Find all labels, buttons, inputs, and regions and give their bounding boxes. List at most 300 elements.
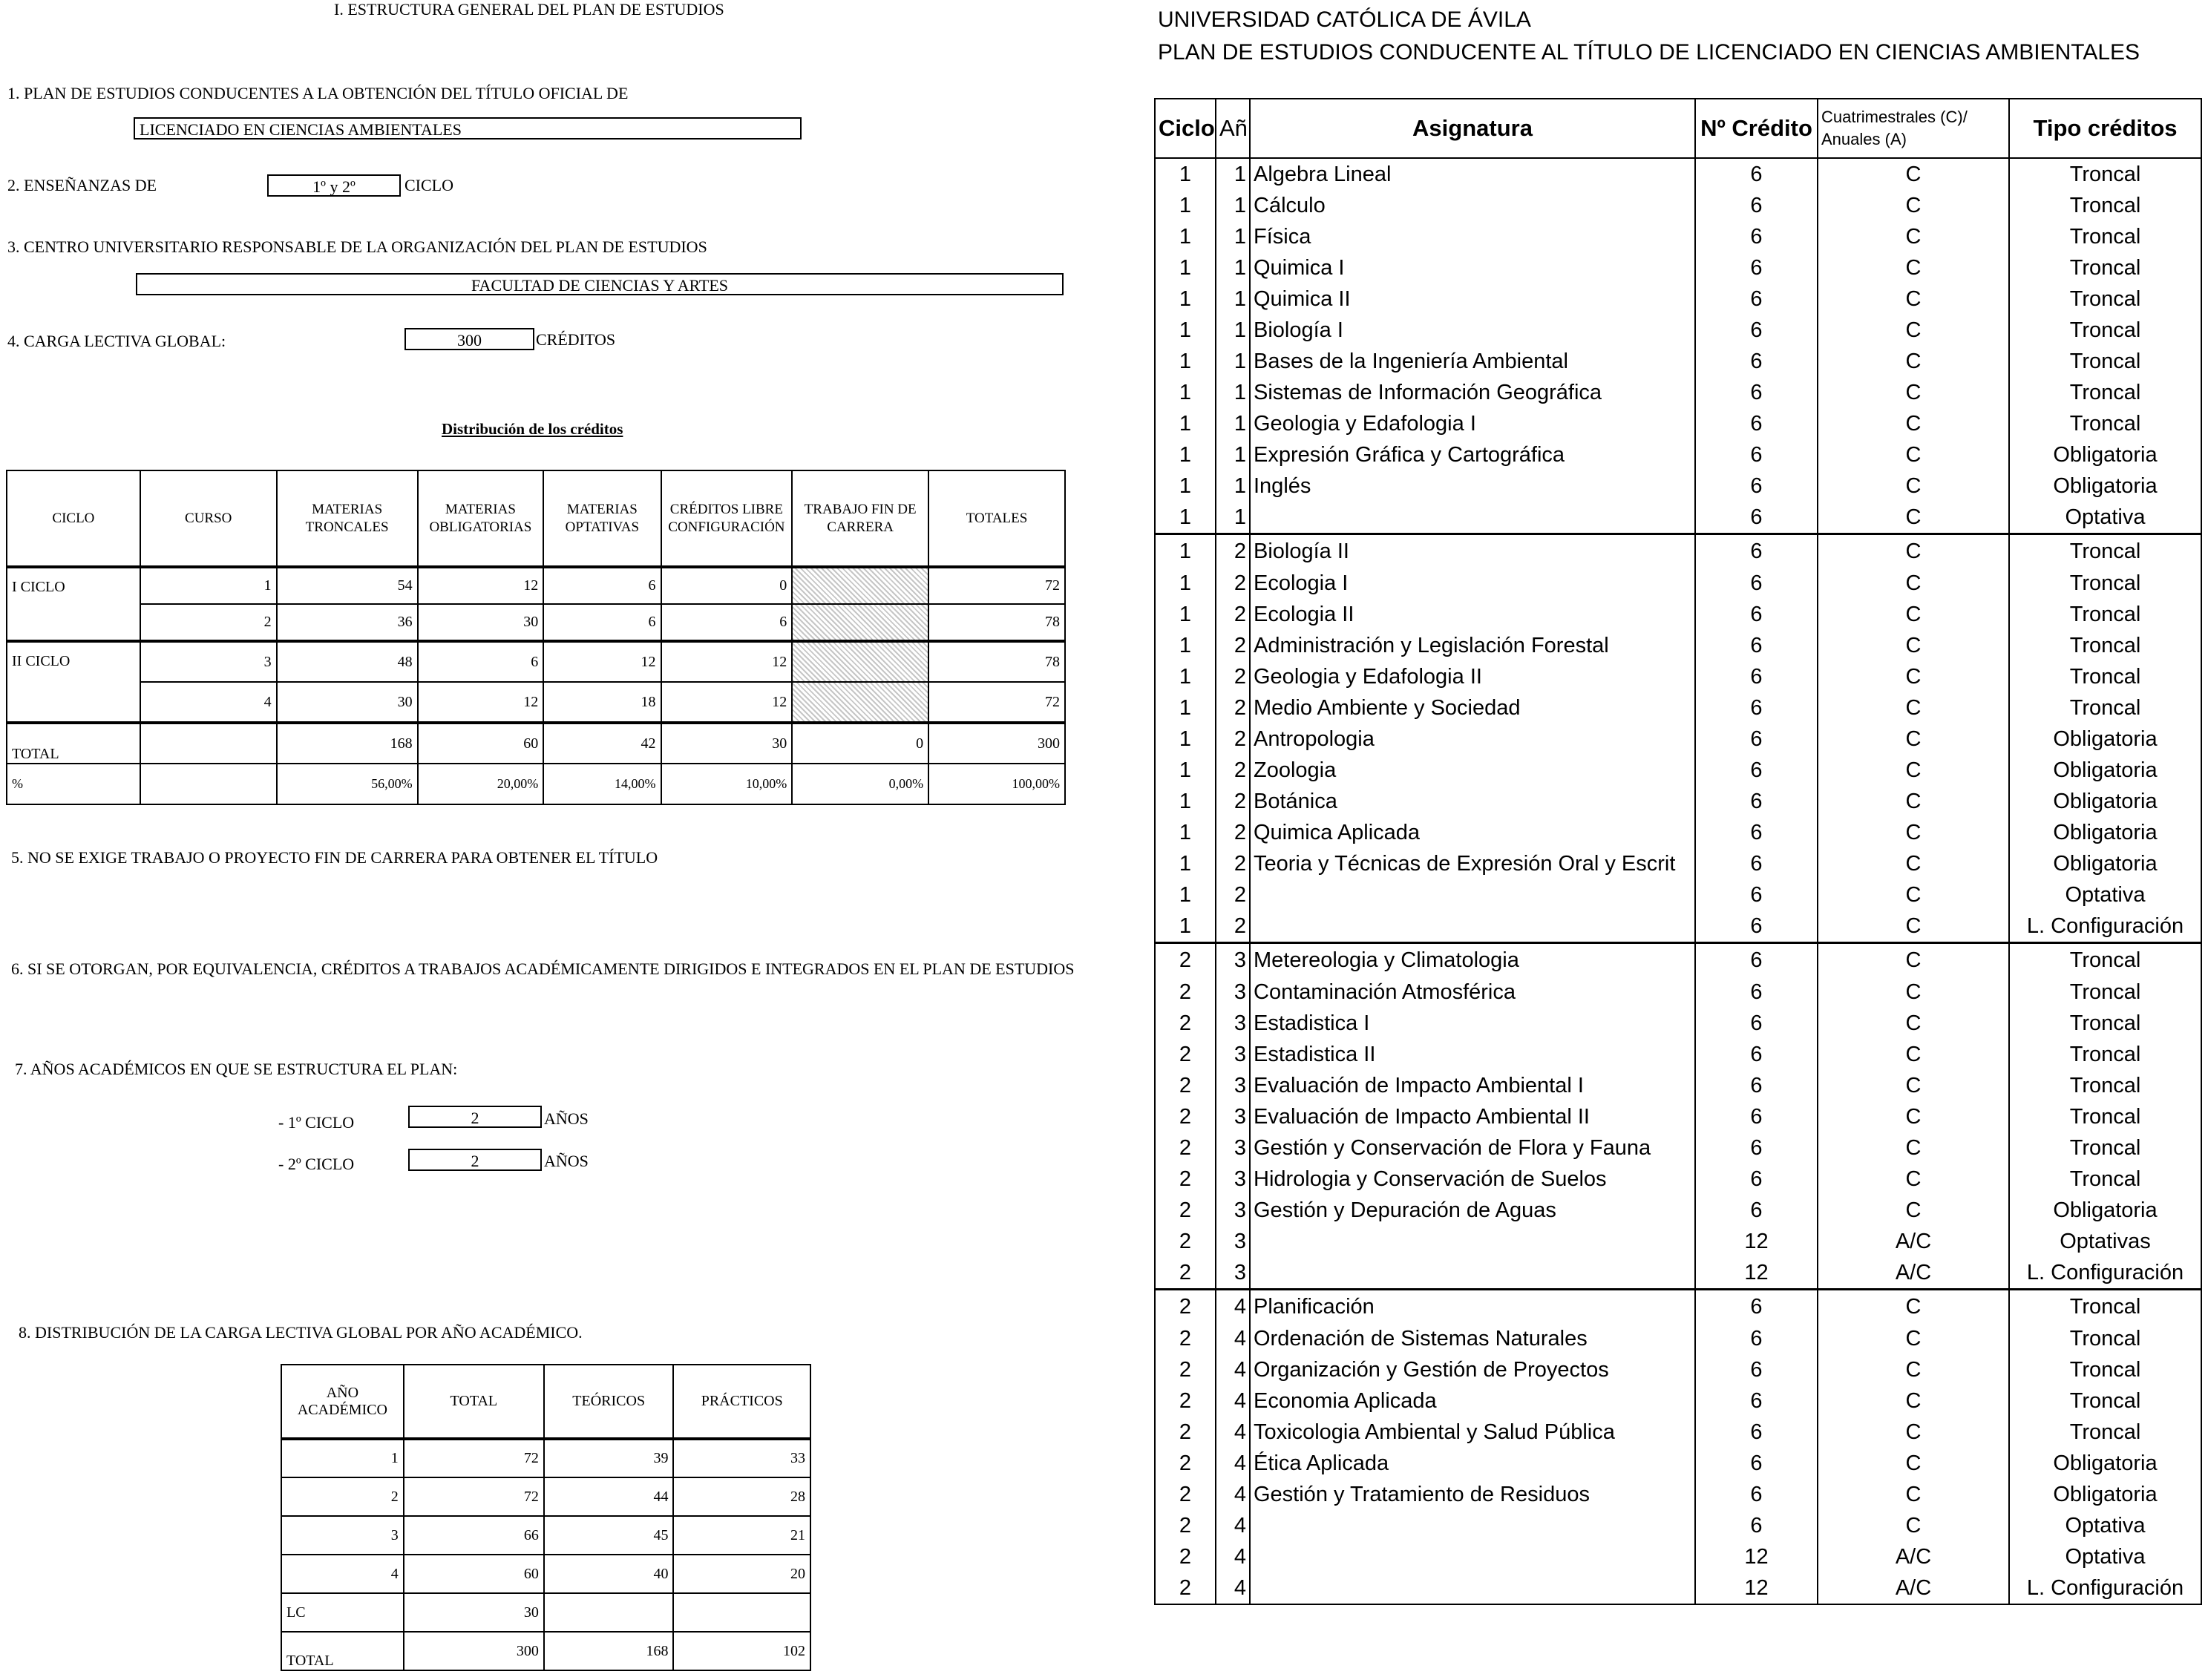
subject-type: Troncal bbox=[2009, 1070, 2201, 1101]
header-libre-configuracion: CRÉDITOS LIBRE CONFIGURACIÓN bbox=[661, 470, 793, 567]
section-4-label: 4. CARGA LECTIVA GLOBAL: bbox=[7, 332, 226, 350]
subject-type: Troncal bbox=[2009, 158, 2201, 190]
subject-name: Biología II bbox=[1250, 534, 1695, 568]
subject-type: Troncal bbox=[2009, 630, 2201, 661]
subject-term: C bbox=[1818, 879, 2009, 910]
subject-row bbox=[1155, 1417, 2201, 1448]
subject-ano: 4 bbox=[1216, 1385, 1250, 1417]
subject-row bbox=[1155, 661, 2201, 692]
subject-term: A/C bbox=[1818, 1541, 2009, 1572]
subject-credits: 6 bbox=[1695, 158, 1818, 190]
subject-name bbox=[1250, 1226, 1695, 1257]
subject-ciclo: 2 bbox=[1155, 1195, 1216, 1226]
subject-type: Troncal bbox=[2009, 283, 2201, 315]
subject-row bbox=[1155, 1479, 2201, 1510]
subject-type: Troncal bbox=[2009, 1008, 2201, 1039]
load-row: LC 30 bbox=[281, 1593, 810, 1632]
credit-distribution-title: Distribución de los créditos bbox=[442, 420, 623, 438]
subject-credits: 6 bbox=[1695, 568, 1818, 599]
subject-term: C bbox=[1818, 1479, 2009, 1510]
subject-ano: 3 bbox=[1216, 1195, 1250, 1226]
subject-ciclo: 1 bbox=[1155, 346, 1216, 377]
subject-row bbox=[1155, 1132, 2201, 1164]
subject-name: Evaluación de Impacto Ambiental I bbox=[1250, 1070, 1695, 1101]
subject-name bbox=[1250, 910, 1695, 943]
subject-term: A/C bbox=[1818, 1226, 2009, 1257]
subject-row bbox=[1155, 943, 2201, 977]
subject-name: Toxicologia Ambiental y Salud Pública bbox=[1250, 1417, 1695, 1448]
subject-row bbox=[1155, 470, 2201, 502]
subject-ano: 2 bbox=[1216, 848, 1250, 879]
subject-term: C bbox=[1818, 1039, 2009, 1070]
subject-term: C bbox=[1818, 221, 2009, 252]
section-8-label: 8. DISTRIBUCIÓN DE LA CARGA LECTIVA GLOBAL POR AÑO ACADÉMICO. bbox=[19, 1323, 583, 1342]
subject-type: Troncal bbox=[2009, 221, 2201, 252]
subject-term: C bbox=[1818, 723, 2009, 755]
subject-ano: 4 bbox=[1216, 1541, 1250, 1572]
header-curso: CURSO bbox=[140, 470, 277, 567]
header-ciclo: Ciclo bbox=[1155, 99, 1216, 158]
subject-name: Quimica I bbox=[1250, 252, 1695, 283]
second-cycle-unit: AÑOS bbox=[544, 1152, 589, 1170]
subject-term: C bbox=[1818, 283, 2009, 315]
subject-row bbox=[1155, 1572, 2201, 1604]
subject-name: Sistemas de Información Geográfica bbox=[1250, 377, 1695, 408]
subject-ciclo: 2 bbox=[1155, 1290, 1216, 1324]
subject-credits: 6 bbox=[1695, 1479, 1818, 1510]
subject-type: Optativas bbox=[2009, 1226, 2201, 1257]
subject-credits: 6 bbox=[1695, 252, 1818, 283]
subject-credits: 12 bbox=[1695, 1572, 1818, 1604]
subject-type: L. Configuración bbox=[2009, 1572, 2201, 1604]
subject-ciclo: 1 bbox=[1155, 848, 1216, 879]
header-cuatrimestrales-anuales: Cuatrimestrales (C)/ Anuales (A) bbox=[1818, 99, 2009, 158]
distribution-total-row: TOTAL 168 60 42 30 0 300 bbox=[7, 723, 1065, 764]
subject-type: Optativa bbox=[2009, 502, 2201, 534]
subject-type: Troncal bbox=[2009, 1164, 2201, 1195]
subject-term: C bbox=[1818, 630, 2009, 661]
subject-ciclo: 1 bbox=[1155, 910, 1216, 943]
redacted-cell bbox=[792, 641, 928, 682]
subject-name: Gestión y Conservación de Flora y Fauna bbox=[1250, 1132, 1695, 1164]
subject-credits: 6 bbox=[1695, 346, 1818, 377]
subject-ano: 1 bbox=[1216, 315, 1250, 346]
subject-ciclo: 1 bbox=[1155, 599, 1216, 630]
load-row: 1 72 39 33 bbox=[281, 1439, 810, 1477]
header-ano-academico: AÑO ACADÉMICO bbox=[281, 1365, 404, 1439]
study-plan-body bbox=[1155, 158, 2201, 1604]
subject-name: Ecologia I bbox=[1250, 568, 1695, 599]
subject-name bbox=[1250, 1510, 1695, 1541]
subject-credits: 12 bbox=[1695, 1226, 1818, 1257]
header-practicos: PRÁCTICOS bbox=[673, 1365, 810, 1439]
subject-term: C bbox=[1818, 1354, 2009, 1385]
subject-ano: 2 bbox=[1216, 879, 1250, 910]
subject-type: Troncal bbox=[2009, 315, 2201, 346]
subject-term: C bbox=[1818, 1101, 2009, 1132]
subject-term: C bbox=[1818, 502, 2009, 534]
subject-ano: 3 bbox=[1216, 1070, 1250, 1101]
subject-row bbox=[1155, 158, 2201, 190]
subject-row bbox=[1155, 252, 2201, 283]
subject-row bbox=[1155, 1290, 2201, 1324]
subject-name: Metereologia y Climatologia bbox=[1250, 943, 1695, 977]
subject-ano: 3 bbox=[1216, 1101, 1250, 1132]
cycle-field: 1º y 2º bbox=[267, 174, 401, 197]
subject-term: C bbox=[1818, 1195, 2009, 1226]
subject-type: Obligatoria bbox=[2009, 755, 2201, 786]
subject-credits: 6 bbox=[1695, 408, 1818, 439]
section-2-label: 2. ENSEÑANZAS DE bbox=[7, 176, 157, 194]
subject-row bbox=[1155, 221, 2201, 252]
section-5-label: 5. NO SE EXIGE TRABAJO O PROYECTO FIN DE CARRERA PARA OBTENER EL TÍTULO bbox=[11, 848, 658, 867]
subject-term: C bbox=[1818, 1132, 2009, 1164]
subject-row bbox=[1155, 755, 2201, 786]
subject-ano: 2 bbox=[1216, 786, 1250, 817]
subject-ciclo: 1 bbox=[1155, 534, 1216, 568]
subject-name: Evaluación de Impacto Ambiental II bbox=[1250, 1101, 1695, 1132]
subject-row bbox=[1155, 1385, 2201, 1417]
subject-term: C bbox=[1818, 1164, 2009, 1195]
subject-ciclo: 2 bbox=[1155, 943, 1216, 977]
subject-name bbox=[1250, 1541, 1695, 1572]
subject-name: Bases de la Ingeniería Ambiental bbox=[1250, 346, 1695, 377]
subject-type: Troncal bbox=[2009, 1132, 2201, 1164]
subject-type: Obligatoria bbox=[2009, 470, 2201, 502]
subject-credits: 6 bbox=[1695, 848, 1818, 879]
subject-ano: 4 bbox=[1216, 1448, 1250, 1479]
subject-credits: 6 bbox=[1695, 630, 1818, 661]
header-totales: TOTALES bbox=[928, 470, 1065, 567]
subject-row bbox=[1155, 848, 2201, 879]
subject-ano: 3 bbox=[1216, 977, 1250, 1008]
subject-ano: 3 bbox=[1216, 1257, 1250, 1290]
subject-credits: 6 bbox=[1695, 755, 1818, 786]
subject-name: Biología I bbox=[1250, 315, 1695, 346]
first-cycle-years-field: 2 bbox=[408, 1106, 542, 1128]
subject-type: Troncal bbox=[2009, 408, 2201, 439]
credit-distribution-table bbox=[6, 470, 1066, 805]
subject-ano: 3 bbox=[1216, 1226, 1250, 1257]
subject-ano: 4 bbox=[1216, 1572, 1250, 1604]
subject-credits: 6 bbox=[1695, 1164, 1818, 1195]
subject-row bbox=[1155, 502, 2201, 534]
subject-credits: 6 bbox=[1695, 1195, 1818, 1226]
subject-name: Geologia y Edafologia I bbox=[1250, 408, 1695, 439]
subject-term: C bbox=[1818, 1510, 2009, 1541]
subject-ciclo: 1 bbox=[1155, 190, 1216, 221]
subject-type: Obligatoria bbox=[2009, 1479, 2201, 1510]
subject-type: Troncal bbox=[2009, 1417, 2201, 1448]
subject-credits: 6 bbox=[1695, 943, 1818, 977]
subject-ciclo: 2 bbox=[1155, 1572, 1216, 1604]
subject-credits: 6 bbox=[1695, 190, 1818, 221]
subject-credits: 6 bbox=[1695, 1448, 1818, 1479]
subject-type: Obligatoria bbox=[2009, 723, 2201, 755]
subject-type: Troncal bbox=[2009, 599, 2201, 630]
subject-ciclo: 2 bbox=[1155, 1510, 1216, 1541]
subject-type: Obligatoria bbox=[2009, 439, 2201, 470]
subject-type: Obligatoria bbox=[2009, 1195, 2201, 1226]
subject-ano: 4 bbox=[1216, 1510, 1250, 1541]
cycle-suffix: CICLO bbox=[404, 176, 453, 194]
subject-ano: 2 bbox=[1216, 817, 1250, 848]
subject-credits: 6 bbox=[1695, 599, 1818, 630]
second-cycle-years-field: 2 bbox=[408, 1149, 542, 1171]
subject-row bbox=[1155, 346, 2201, 377]
subject-ciclo: 1 bbox=[1155, 377, 1216, 408]
faculty-field: FACULTAD DE CIENCIAS Y ARTES bbox=[136, 273, 1064, 295]
subject-name: Quimica Aplicada bbox=[1250, 817, 1695, 848]
redacted-cell bbox=[792, 567, 928, 604]
subject-term: C bbox=[1818, 1008, 2009, 1039]
subject-row bbox=[1155, 692, 2201, 723]
subject-type: Troncal bbox=[2009, 568, 2201, 599]
subject-row bbox=[1155, 1323, 2201, 1354]
subject-ciclo: 1 bbox=[1155, 158, 1216, 190]
load-row: 2 72 44 28 bbox=[281, 1477, 810, 1516]
subject-credits: 6 bbox=[1695, 1290, 1818, 1324]
distribution-percent-row: % 56,00% 20,00% 14,00% 10,00% 0,00% 100,00% bbox=[7, 764, 1065, 804]
subject-name: Ordenación de Sistemas Naturales bbox=[1250, 1323, 1695, 1354]
header-optativas: MATERIAS OPTATIVAS bbox=[543, 470, 661, 567]
subject-term: C bbox=[1818, 692, 2009, 723]
subject-term: C bbox=[1818, 534, 2009, 568]
subject-row bbox=[1155, 283, 2201, 315]
distribution-row: 4 30 12 18 12 72 bbox=[7, 682, 1065, 723]
header-teoricos: TEÓRICOS bbox=[544, 1365, 674, 1439]
subject-type: Optativa bbox=[2009, 879, 2201, 910]
subject-row bbox=[1155, 568, 2201, 599]
subject-type: Troncal bbox=[2009, 190, 2201, 221]
subject-credits: 6 bbox=[1695, 692, 1818, 723]
subject-ciclo: 1 bbox=[1155, 408, 1216, 439]
subject-ano: 2 bbox=[1216, 534, 1250, 568]
section-6-label: 6. SI SE OTORGAN, POR EQUIVALENCIA, CRÉDITOS A TRABAJOS ACADÉMICAMENTE DIRIGIDOS E INTEGRADOS EN EL PLAN DE ESTUDIOS bbox=[11, 959, 1075, 978]
subject-term: C bbox=[1818, 158, 2009, 190]
subject-type: Troncal bbox=[2009, 1323, 2201, 1354]
subject-row bbox=[1155, 1070, 2201, 1101]
subject-row bbox=[1155, 1164, 2201, 1195]
subject-type: Obligatoria bbox=[2009, 1448, 2201, 1479]
subject-type: Optativa bbox=[2009, 1510, 2201, 1541]
load-row: 4 60 40 20 bbox=[281, 1555, 810, 1593]
subject-name: Gestión y Tratamiento de Residuos bbox=[1250, 1479, 1695, 1510]
subject-ciclo: 1 bbox=[1155, 755, 1216, 786]
subject-row bbox=[1155, 1541, 2201, 1572]
subject-ano: 1 bbox=[1216, 502, 1250, 534]
subject-term: C bbox=[1818, 848, 2009, 879]
subject-name: Medio Ambiente y Sociedad bbox=[1250, 692, 1695, 723]
subject-ciclo: 2 bbox=[1155, 1323, 1216, 1354]
section-3-label: 3. CENTRO UNIVERSITARIO RESPONSABLE DE LA ORGANIZACIÓN DEL PLAN DE ESTUDIOS bbox=[7, 237, 707, 256]
subject-credits: 12 bbox=[1695, 1541, 1818, 1572]
header-asignatura: Asignatura bbox=[1250, 99, 1695, 158]
subject-row bbox=[1155, 879, 2201, 910]
subject-credits: 6 bbox=[1695, 661, 1818, 692]
subject-term: C bbox=[1818, 377, 2009, 408]
subject-credits: 6 bbox=[1695, 879, 1818, 910]
subject-term: A/C bbox=[1818, 1257, 2009, 1290]
subject-credits: 6 bbox=[1695, 1417, 1818, 1448]
header-troncales: MATERIAS TRONCALES bbox=[277, 470, 418, 567]
subject-ano: 3 bbox=[1216, 1132, 1250, 1164]
subject-term: C bbox=[1818, 1290, 2009, 1324]
subject-term: C bbox=[1818, 439, 2009, 470]
redacted-cell bbox=[792, 682, 928, 723]
subject-type: Obligatoria bbox=[2009, 786, 2201, 817]
subject-term: C bbox=[1818, 252, 2009, 283]
subject-type: Troncal bbox=[2009, 1290, 2201, 1324]
subject-name: Inglés bbox=[1250, 470, 1695, 502]
subject-name: Expresión Gráfica y Cartográfica bbox=[1250, 439, 1695, 470]
subject-term: A/C bbox=[1818, 1572, 2009, 1604]
subject-ano: 1 bbox=[1216, 346, 1250, 377]
subject-type: Troncal bbox=[2009, 1354, 2201, 1385]
distribution-row: II CICLO 3 48 6 12 12 78 bbox=[7, 641, 1065, 682]
subject-name: Estadistica II bbox=[1250, 1039, 1695, 1070]
subject-row bbox=[1155, 599, 2201, 630]
structure-title: I. ESTRUCTURA GENERAL DEL PLAN DE ESTUDIOS bbox=[334, 0, 724, 19]
subject-term: C bbox=[1818, 755, 2009, 786]
subject-row bbox=[1155, 1226, 2201, 1257]
subject-row bbox=[1155, 1008, 2201, 1039]
subject-ciclo: 2 bbox=[1155, 1039, 1216, 1070]
subject-credits: 6 bbox=[1695, 1070, 1818, 1101]
subject-name: Gestión y Depuración de Aguas bbox=[1250, 1195, 1695, 1226]
subject-ano: 4 bbox=[1216, 1323, 1250, 1354]
subject-credits: 6 bbox=[1695, 315, 1818, 346]
subject-term: C bbox=[1818, 943, 2009, 977]
subject-name: Economia Aplicada bbox=[1250, 1385, 1695, 1417]
subject-type: Troncal bbox=[2009, 661, 2201, 692]
subject-type: Troncal bbox=[2009, 977, 2201, 1008]
header-trabajo-fin-carrera: TRABAJO FIN DE CARRERA bbox=[792, 470, 928, 567]
general-structure-panel bbox=[0, 0, 1098, 1680]
subject-term: C bbox=[1818, 408, 2009, 439]
subject-name: Botánica bbox=[1250, 786, 1695, 817]
subject-name: Teoria y Técnicas de Expresión Oral y Escrit bbox=[1250, 848, 1695, 879]
subject-row bbox=[1155, 377, 2201, 408]
subject-ano: 1 bbox=[1216, 158, 1250, 190]
subject-name: Organización y Gestión de Proyectos bbox=[1250, 1354, 1695, 1385]
subject-row bbox=[1155, 1510, 2201, 1541]
subject-ciclo: 2 bbox=[1155, 1070, 1216, 1101]
subject-name: Planificación bbox=[1250, 1290, 1695, 1324]
subject-ano: 4 bbox=[1216, 1479, 1250, 1510]
subject-term: C bbox=[1818, 1070, 2009, 1101]
subject-row bbox=[1155, 786, 2201, 817]
subject-ciclo: 2 bbox=[1155, 1448, 1216, 1479]
subject-credits: 6 bbox=[1695, 1354, 1818, 1385]
subject-term: C bbox=[1818, 817, 2009, 848]
subject-name: Administración y Legislación Forestal bbox=[1250, 630, 1695, 661]
subject-credits: 12 bbox=[1695, 1257, 1818, 1290]
second-cycle-label: - 2º CICLO bbox=[278, 1155, 355, 1173]
subject-ciclo: 1 bbox=[1155, 502, 1216, 534]
subject-term: C bbox=[1818, 910, 2009, 943]
load-total-row: TOTAL 300 168 102 bbox=[281, 1632, 810, 1670]
subject-row bbox=[1155, 534, 2201, 568]
subject-ano: 2 bbox=[1216, 910, 1250, 943]
load-row: 3 66 45 21 bbox=[281, 1516, 810, 1555]
first-cycle-label: - 1º CICLO bbox=[278, 1113, 355, 1132]
subject-type: L. Configuración bbox=[2009, 910, 2201, 943]
subject-credits: 6 bbox=[1695, 1101, 1818, 1132]
subject-name: Contaminación Atmosférica bbox=[1250, 977, 1695, 1008]
subject-type: Troncal bbox=[2009, 692, 2201, 723]
subject-ano: 2 bbox=[1216, 661, 1250, 692]
subject-ciclo: 1 bbox=[1155, 283, 1216, 315]
header-tipo-creditos: Tipo créditos bbox=[2009, 99, 2201, 158]
subject-ciclo: 2 bbox=[1155, 1354, 1216, 1385]
global-load-suffix: CRÉDITOS bbox=[536, 330, 616, 349]
subject-row bbox=[1155, 910, 2201, 943]
subject-credits: 6 bbox=[1695, 1323, 1818, 1354]
subject-row bbox=[1155, 190, 2201, 221]
distribution-row: I CICLO 1 54 12 6 0 72 bbox=[7, 567, 1065, 604]
subject-row bbox=[1155, 817, 2201, 848]
subject-type: Troncal bbox=[2009, 943, 2201, 977]
subject-ciclo: 1 bbox=[1155, 221, 1216, 252]
subject-ano: 1 bbox=[1216, 377, 1250, 408]
subject-credits: 6 bbox=[1695, 817, 1818, 848]
subject-ciclo: 1 bbox=[1155, 661, 1216, 692]
subject-ciclo: 1 bbox=[1155, 786, 1216, 817]
subject-ano: 2 bbox=[1216, 630, 1250, 661]
subject-ciclo: 1 bbox=[1155, 568, 1216, 599]
load-by-year-table bbox=[281, 1364, 811, 1671]
header-total: TOTAL bbox=[404, 1365, 544, 1439]
subject-name: Algebra Lineal bbox=[1250, 158, 1695, 190]
subject-ano: 3 bbox=[1216, 1164, 1250, 1195]
subject-term: C bbox=[1818, 599, 2009, 630]
subject-row bbox=[1155, 408, 2201, 439]
subject-ano: 4 bbox=[1216, 1354, 1250, 1385]
subject-credits: 6 bbox=[1695, 1510, 1818, 1541]
subject-ciclo: 2 bbox=[1155, 1164, 1216, 1195]
subject-ciclo: 1 bbox=[1155, 439, 1216, 470]
subject-term: C bbox=[1818, 1448, 2009, 1479]
subject-name: Quimica II bbox=[1250, 283, 1695, 315]
subject-ano: 1 bbox=[1216, 221, 1250, 252]
subject-ciclo: 1 bbox=[1155, 315, 1216, 346]
section-7-label: 7. AÑOS ACADÉMICOS EN QUE SE ESTRUCTURA EL PLAN: bbox=[15, 1060, 458, 1078]
subject-credits: 6 bbox=[1695, 283, 1818, 315]
header-ano: Añ bbox=[1216, 99, 1250, 158]
subject-name bbox=[1250, 879, 1695, 910]
subject-ano: 2 bbox=[1216, 692, 1250, 723]
subject-name bbox=[1250, 1257, 1695, 1290]
subject-credits: 6 bbox=[1695, 534, 1818, 568]
subject-ciclo: 1 bbox=[1155, 879, 1216, 910]
subject-ano: 2 bbox=[1216, 723, 1250, 755]
subject-type: L. Configuración bbox=[2009, 1257, 2201, 1290]
subject-credits: 6 bbox=[1695, 1039, 1818, 1070]
subject-credits: 6 bbox=[1695, 977, 1818, 1008]
subject-row bbox=[1155, 1195, 2201, 1226]
subject-ano: 1 bbox=[1216, 408, 1250, 439]
subject-ciclo: 2 bbox=[1155, 1541, 1216, 1572]
subject-term: C bbox=[1818, 1323, 2009, 1354]
subject-credits: 6 bbox=[1695, 221, 1818, 252]
subject-row bbox=[1155, 630, 2201, 661]
subject-credits: 6 bbox=[1695, 1385, 1818, 1417]
subject-credits: 6 bbox=[1695, 910, 1818, 943]
subject-term: C bbox=[1818, 346, 2009, 377]
subject-credits: 6 bbox=[1695, 723, 1818, 755]
subject-name: Cálculo bbox=[1250, 190, 1695, 221]
